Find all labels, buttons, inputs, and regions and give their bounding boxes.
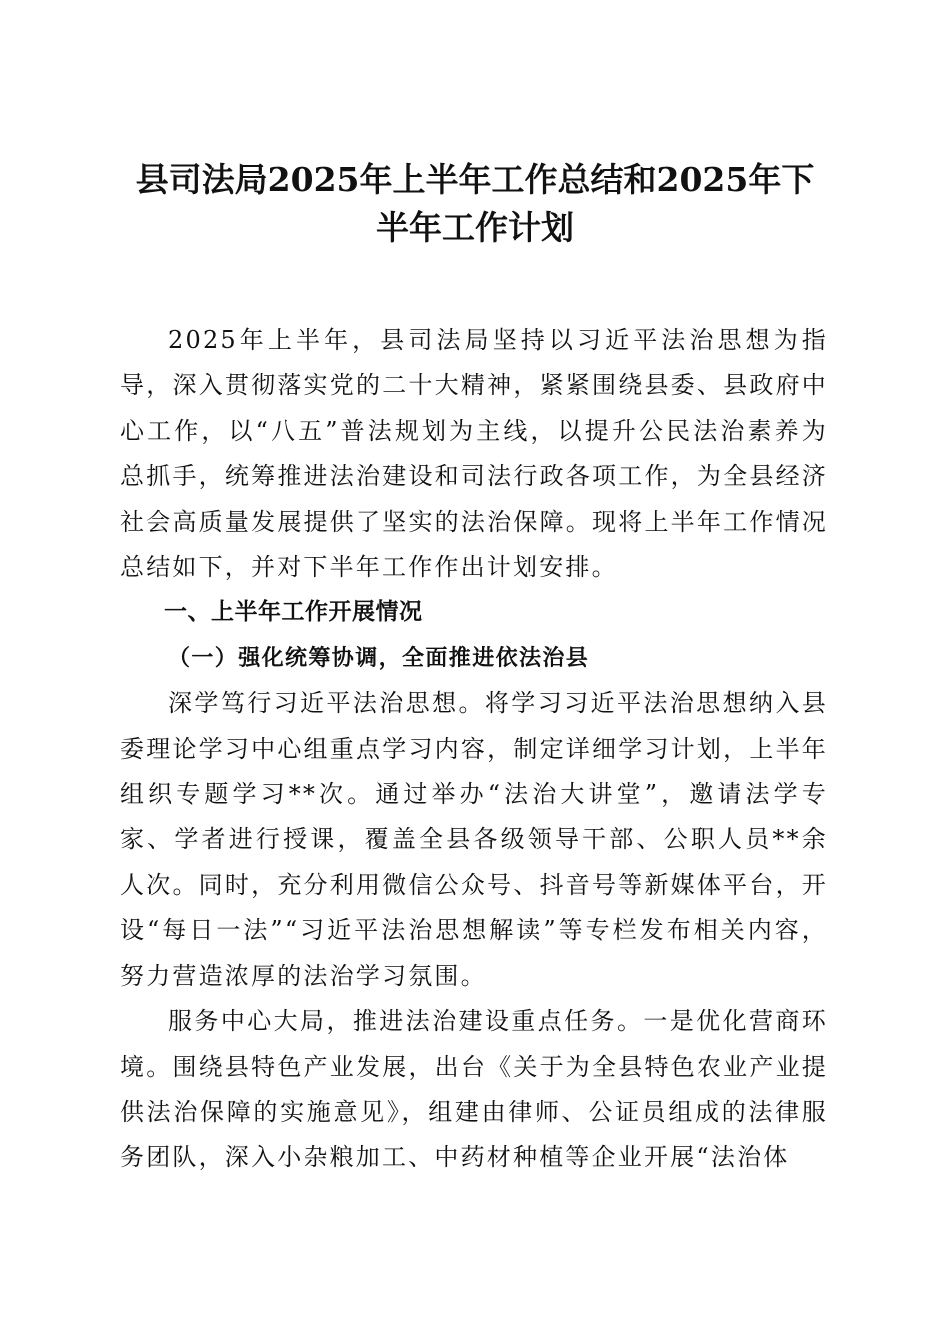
body-paragraph-2: 服务中心大局，推进法治建设重点任务。一是优化营商环境。围绕县特色产业发展，出台《关于为全县特色农业产业提供法治保障的实施意见》，组建由律师、公证员组成的法律服务团队，深入小杂粮加工、中药材种植等企业开展“法治体: [120, 1007, 828, 1172]
section-heading: 一、上半年工作开展情况: [164, 599, 423, 626]
title-line-1: 县司法局2025年上半年工作总结和2025年下: [135, 160, 815, 199]
subsection-heading: （一）强化统筹协调，全面推进依法治县: [168, 644, 590, 671]
intro-paragraph: 2025年上半年，县司法局坚持以习近平法治思想为指导，深入贯彻落实党的二十大精神，紧紧围绕县委、县政府中心工作，以“八五”普法规划为主线，以提升公民法治素养为总抓手，统筹推进法治建设和司法行政各项工作，为全县经济社会高质量发展提供了坚实的法治保障。现将上半年工作情况总结如下，并对下半年工作作出计划安排。: [120, 326, 828, 582]
body-paragraph-1: 深学笃行习近平法治思想。将学习习近平法治思想纳入县委理论学习中心组重点学习内容，制定详细学习计划，上半年组织专题学习**次。通过举办“法治大讲堂”，邀请法学专家、学者进行授课，覆盖全县各级领导干部、公职人员**余人次。同时，充分利用微信公众号、抖音号等新媒体平台，开设“每日一法”“习近平法治思想解读”等专栏发布相关内容，努力营造浓厚的法治学习氛围。: [120, 689, 828, 990]
document-title: [100, 156, 850, 252]
document-body: [120, 318, 828, 1181]
title-line-2: 半年工作计划: [376, 208, 574, 247]
